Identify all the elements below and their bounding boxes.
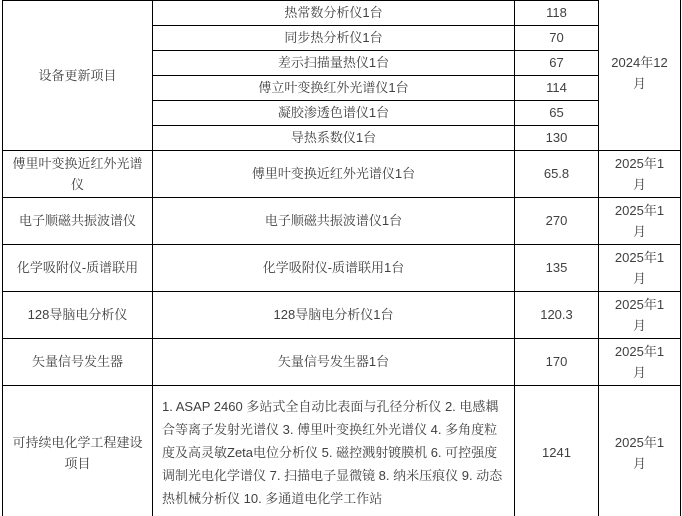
equipment-cell: 同步热分析仪1台 bbox=[153, 25, 515, 50]
equipment-cell: 傅里叶变换近红外光谱仪1台 bbox=[153, 150, 515, 197]
equipment-cell: 128导脑电分析仪1台 bbox=[153, 291, 515, 338]
equipment-cell: 傅立叶变换红外光谱仪1台 bbox=[153, 75, 515, 100]
amount-cell: 270 bbox=[515, 197, 599, 244]
equipment-cell: 凝胶渗透色谱仪1台 bbox=[153, 100, 515, 125]
equipment-cell: 矢量信号发生器1台 bbox=[153, 338, 515, 385]
equipment-purchase-table bbox=[2, 0, 681, 516]
equipment-list-cell: 1. ASAP 2460 多站式全自动比表面与孔径分析仪 2. 电感耦合等离子发射光谱仪 3. 傅里叶变换红外光谱仪 4. 多角度粒度及高灵敏Zeta电位分析仪 5. 磁控溅射镀膜机 6. 可控强度调制光电化学谱仪 7. 扫描电子显微镜 8. 纳米压痕仪 9. 动态热机械分析仪 10. 多通道电化学工作站 bbox=[153, 385, 515, 516]
equipment-cell: 导热系数仪1台 bbox=[153, 125, 515, 150]
project-cell: 矢量信号发生器 bbox=[3, 338, 153, 385]
date-cell: 2025年1月 bbox=[599, 338, 681, 385]
table-row bbox=[3, 291, 681, 338]
table-row bbox=[3, 244, 681, 291]
table-row bbox=[3, 385, 681, 516]
amount-cell: 65 bbox=[515, 100, 599, 125]
date-cell: 2025年1月 bbox=[599, 291, 681, 338]
date-cell: 2025年1月 bbox=[599, 150, 681, 197]
date-cell: 2024年12月 bbox=[599, 0, 681, 150]
table-row bbox=[3, 0, 681, 25]
amount-cell: 67 bbox=[515, 50, 599, 75]
table-row bbox=[3, 150, 681, 197]
date-cell: 2025年1月 bbox=[599, 385, 681, 516]
amount-cell: 70 bbox=[515, 25, 599, 50]
project-cell: 傅里叶变换近红外光谱仪 bbox=[3, 150, 153, 197]
amount-cell: 130 bbox=[515, 125, 599, 150]
project-cell: 化学吸附仪-质谱联用 bbox=[3, 244, 153, 291]
amount-cell: 114 bbox=[515, 75, 599, 100]
date-cell: 2025年1月 bbox=[599, 197, 681, 244]
amount-cell: 1241 bbox=[515, 385, 599, 516]
amount-cell: 135 bbox=[515, 244, 599, 291]
project-cell: 设备更新项目 bbox=[3, 0, 153, 150]
project-cell: 电子顺磁共振波谱仪 bbox=[3, 197, 153, 244]
table-row bbox=[3, 338, 681, 385]
equipment-cell: 热常数分析仪1台 bbox=[153, 0, 515, 25]
equipment-cell: 电子顺磁共振波谱仪1台 bbox=[153, 197, 515, 244]
table-row bbox=[3, 197, 681, 244]
date-cell: 2025年1月 bbox=[599, 244, 681, 291]
amount-cell: 170 bbox=[515, 338, 599, 385]
equipment-cell: 化学吸附仪-质谱联用1台 bbox=[153, 244, 515, 291]
project-cell: 可持续电化学工程建设项目 bbox=[3, 385, 153, 516]
equipment-cell: 差示扫描量热仪1台 bbox=[153, 50, 515, 75]
amount-cell: 120.3 bbox=[515, 291, 599, 338]
amount-cell: 118 bbox=[515, 0, 599, 25]
amount-cell: 65.8 bbox=[515, 150, 599, 197]
project-cell: 128导脑电分析仪 bbox=[3, 291, 153, 338]
